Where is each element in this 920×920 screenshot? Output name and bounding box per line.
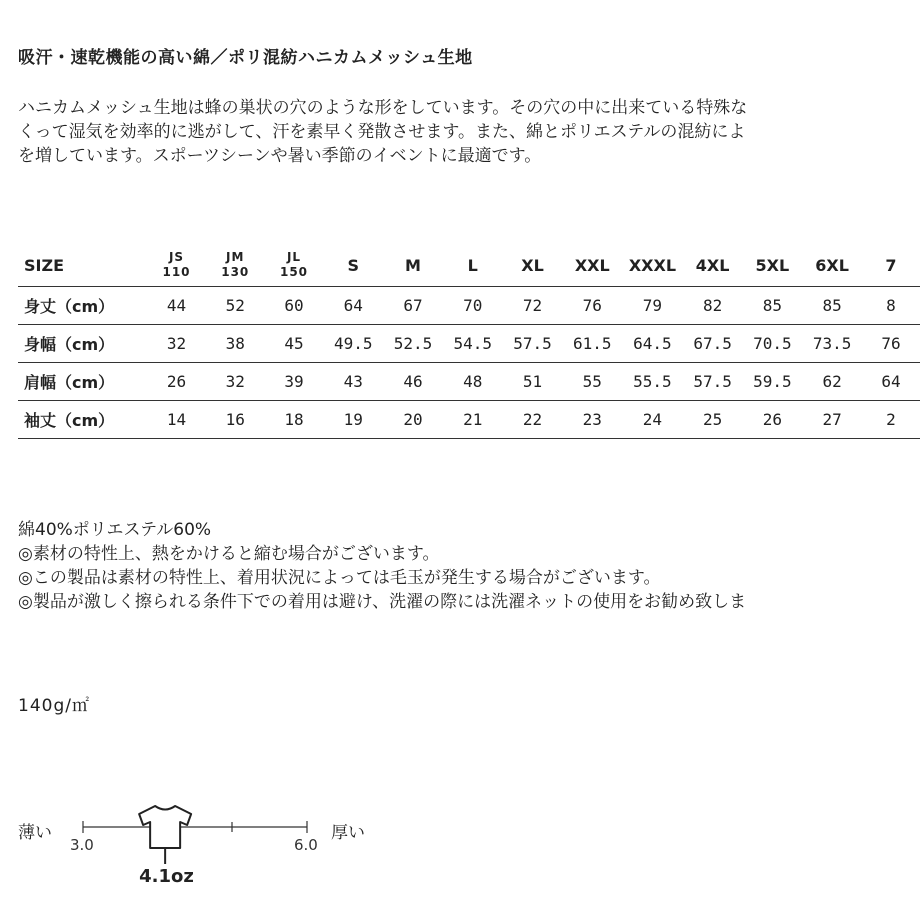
table-cell: 82 bbox=[683, 287, 743, 325]
scale-min: 3.0 bbox=[70, 836, 94, 854]
table-cell: 2 bbox=[862, 401, 920, 439]
row-label: 身丈（cm） bbox=[18, 287, 147, 325]
size-col-jl: JL 150 bbox=[265, 244, 324, 287]
table-cell: 54.5 bbox=[443, 325, 503, 363]
size-col-m: M bbox=[383, 244, 443, 287]
table-cell: 73.5 bbox=[802, 325, 862, 363]
table-cell: 39 bbox=[265, 363, 324, 401]
table-cell: 48 bbox=[443, 363, 503, 401]
size-col-xxxl: XXXL bbox=[622, 244, 683, 287]
thickness-value: 4.1oz bbox=[139, 866, 194, 887]
table-cell: 26 bbox=[742, 401, 802, 439]
thick-label: 厚い bbox=[331, 823, 365, 843]
table-cell: 76 bbox=[562, 287, 622, 325]
table-cell: 62 bbox=[802, 363, 862, 401]
table-cell: 52.5 bbox=[383, 325, 443, 363]
fabric-weight: 140g/㎡ bbox=[18, 696, 90, 716]
table-cell: 24 bbox=[622, 401, 683, 439]
table-cell: 60 bbox=[265, 287, 324, 325]
row-label: 肩幅（cm） bbox=[18, 363, 147, 401]
size-col-7xl: 7 bbox=[862, 244, 920, 287]
row-label: 身幅（cm） bbox=[18, 325, 147, 363]
table-cell: 16 bbox=[206, 401, 265, 439]
table-cell: 49.5 bbox=[323, 325, 383, 363]
table-cell: 22 bbox=[503, 401, 563, 439]
size-col-jm: JM 130 bbox=[206, 244, 265, 287]
thin-label: 薄い bbox=[18, 823, 52, 843]
table-cell: 55 bbox=[562, 363, 622, 401]
table-cell: 25 bbox=[683, 401, 743, 439]
scale-max: 6.0 bbox=[294, 836, 318, 854]
size-col-js: JS 110 bbox=[147, 244, 206, 287]
description-line: ハニカムメッシュ生地は蜂の巣状の穴のような形をしています。その穴の中に出来ている特殊な bbox=[18, 98, 748, 118]
table-cell: 8 bbox=[862, 287, 920, 325]
table-cell: 59.5 bbox=[742, 363, 802, 401]
size-col-6xl: 6XL bbox=[802, 244, 862, 287]
table-cell: 32 bbox=[147, 325, 206, 363]
table-cell: 57.5 bbox=[503, 325, 563, 363]
table-cell: 44 bbox=[147, 287, 206, 325]
table-cell: 72 bbox=[503, 287, 563, 325]
size-col-xl: XL bbox=[503, 244, 563, 287]
table-cell: 21 bbox=[443, 401, 503, 439]
table-cell: 67 bbox=[383, 287, 443, 325]
section-title: 吸汗・速乾機能の高い綿／ポリ混紡ハニカムメッシュ生地 bbox=[18, 48, 473, 68]
table-cell: 85 bbox=[742, 287, 802, 325]
table-cell: 14 bbox=[147, 401, 206, 439]
table-cell: 67.5 bbox=[683, 325, 743, 363]
table-cell: 52 bbox=[206, 287, 265, 325]
table-cell: 64.5 bbox=[622, 325, 683, 363]
table-cell: 85 bbox=[802, 287, 862, 325]
table-cell: 64 bbox=[323, 287, 383, 325]
care-note: ◎この製品は素材の特性上、着用状況によっては毛玉が発生する場合がございます。 bbox=[18, 568, 661, 588]
table-cell: 20 bbox=[383, 401, 443, 439]
table-cell: 45 bbox=[265, 325, 324, 363]
material-composition: 綿40%ポリエステル60% bbox=[18, 520, 212, 540]
table-cell: 64 bbox=[862, 363, 920, 401]
table-cell: 23 bbox=[562, 401, 622, 439]
table-cell: 32 bbox=[206, 363, 265, 401]
care-note: ◎製品が激しく擦られる条件下での着用は避け、洗濯の際には洗濯ネットの使用をお勧め致しま bbox=[18, 592, 747, 612]
size-col-5xl: 5XL bbox=[742, 244, 802, 287]
table-cell: 76 bbox=[862, 325, 920, 363]
table-cell: 19 bbox=[323, 401, 383, 439]
description-line: くって湿気を効率的に逃がして、汗を素早く発散させます。また、綿とポリエステルの混紡によ bbox=[18, 122, 746, 142]
table-cell: 70.5 bbox=[742, 325, 802, 363]
size-col-s: S bbox=[323, 244, 383, 287]
table-cell: 27 bbox=[802, 401, 862, 439]
size-col-l: L bbox=[443, 244, 503, 287]
table-cell: 55.5 bbox=[622, 363, 683, 401]
table-cell: 43 bbox=[323, 363, 383, 401]
table-cell: 61.5 bbox=[562, 325, 622, 363]
table-cell: 18 bbox=[265, 401, 324, 439]
table-cell: 79 bbox=[622, 287, 683, 325]
table-cell: 57.5 bbox=[683, 363, 743, 401]
size-header-label: SIZE bbox=[18, 244, 147, 287]
tshirt-icon bbox=[139, 806, 191, 864]
care-note: ◎素材の特性上、熱をかけると縮む場合がございます。 bbox=[18, 544, 440, 564]
table-cell: 51 bbox=[503, 363, 563, 401]
table-cell: 46 bbox=[383, 363, 443, 401]
row-label: 袖丈（cm） bbox=[18, 401, 147, 439]
description-line: を増しています。スポーツシーンや暑い季節のイベントに最適です。 bbox=[18, 146, 542, 166]
table-cell: 38 bbox=[206, 325, 265, 363]
table-cell: 70 bbox=[443, 287, 503, 325]
size-col-4xl: 4XL bbox=[683, 244, 743, 287]
size-col-xxl: XXL bbox=[562, 244, 622, 287]
table-cell: 26 bbox=[147, 363, 206, 401]
